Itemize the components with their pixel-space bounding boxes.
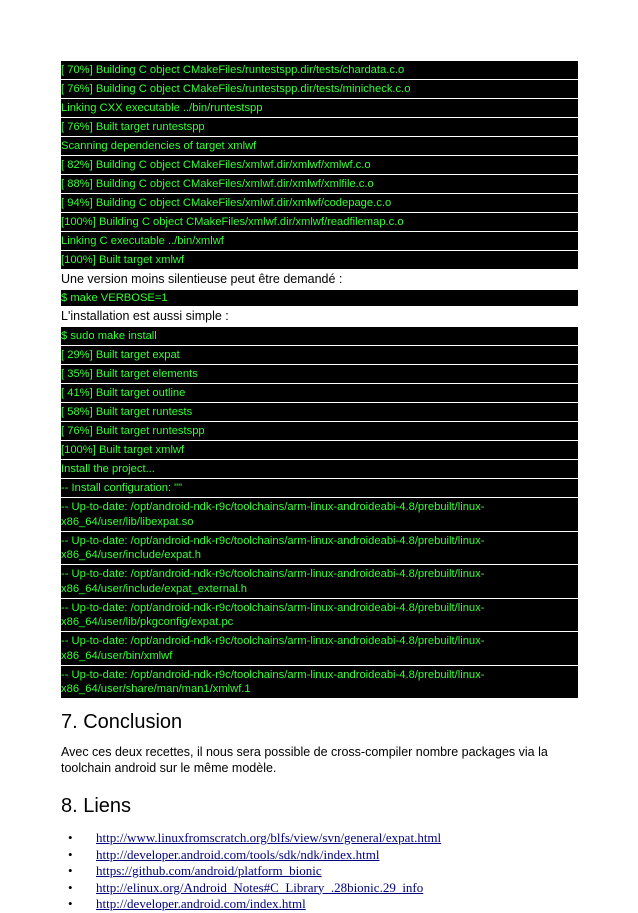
terminal-line: [100%] Built target xmlwf: [61, 440, 578, 459]
links-list: [61, 830, 578, 913]
list-item: [61, 847, 578, 864]
link-elinux[interactable]: http://elinux.org/Android_Notes#C_Library_.28bionic.29_info: [96, 879, 424, 895]
terminal-line: Linking C executable ../bin/xmlwf: [61, 231, 578, 250]
terminal-line: -- Up-to-date: /opt/android-ndk-r9c/toolchains/arm-linux-androideabi-4.8/prebuilt/linux- x86_64/user/include/expat_external.h: [61, 564, 578, 598]
terminal-line: -- Install configuration: "": [61, 478, 578, 497]
terminal-line: [ 82%] Building C object CMakeFiles/xmlwf.dir/xmlwf/xmlwf.c.o: [61, 155, 578, 174]
terminal-line: [ 76%] Built target runtestspp: [61, 117, 578, 136]
conclusion-text: Avec ces deux recettes, il nous sera possible de cross-compiler nombre packages via la toolchain android sur le même modèle.: [61, 745, 548, 775]
link-ndk[interactable]: http://developer.android.com/tools/sdk/ndk/index.html: [96, 846, 380, 862]
bullet-icon: •: [68, 830, 73, 845]
install-intro-text: L'installation est aussi simple :: [61, 309, 229, 323]
terminal-line: [ 76%] Built target runtestspp: [61, 421, 578, 440]
terminal-line: Linking CXX executable ../bin/runtestspp: [61, 98, 578, 117]
terminal-line: [ 41%] Built target outline: [61, 383, 578, 402]
liens-heading: 8. Liens: [61, 795, 132, 817]
bullet-icon: •: [68, 863, 73, 878]
terminal-line: [ 70%] Building C object CMakeFiles/runtestspp.dir/tests/chardata.c.o: [61, 64, 405, 76]
terminal-line: [ 94%] Building C object CMakeFiles/xmlwf.dir/xmlwf/codepage.c.o: [61, 193, 578, 212]
terminal-line: Install the project...: [61, 459, 578, 478]
terminal-line: [ 29%] Built target expat: [61, 345, 578, 364]
conclusion-heading: 7. Conclusion: [61, 711, 183, 733]
terminal-line: [100%] Built target xmlwf: [61, 250, 578, 269]
verbose-command: $ make VERBOSE=1: [61, 290, 578, 306]
terminal-line: Scanning dependencies of target xmlwf: [61, 136, 578, 155]
terminal-line: -- Up-to-date: /opt/android-ndk-r9c/toolchains/arm-linux-androideabi-4.8/prebuilt/linux-x86_64/user/bin/xmlwf: [61, 631, 578, 665]
terminal-line: [ 58%] Built target runtests: [61, 402, 578, 421]
terminal-line: [ 88%] Building C object CMakeFiles/xmlwf.dir/xmlwf/xmlfile.c.o: [61, 174, 578, 193]
terminal-line: [ 76%] Building C object CMakeFiles/runtestspp.dir/tests/minicheck.c.o: [61, 79, 578, 98]
terminal-line: $ sudo make install: [61, 330, 157, 342]
list-item: [61, 863, 578, 880]
terminal-line: -- Up-to-date: /opt/android-ndk-r9c/toolchains/arm-linux-androideabi-4.8/prebuilt/linux- x86_64/user/include/expat.h: [61, 531, 578, 565]
bullet-icon: •: [68, 879, 73, 895]
bullet-icon: •: [68, 846, 73, 862]
link-expat[interactable]: http://www.linuxfromscratch.org/blfs/view/svn/general/expat.html: [96, 830, 442, 845]
verbose-intro-text: Une version moins silentieuse peut être demandé :: [61, 272, 343, 286]
list-item: [61, 880, 578, 897]
list-item: [61, 830, 578, 847]
bullet-icon: •: [68, 896, 73, 911]
document-page: [61, 61, 578, 913]
link-android-dev[interactable]: http://developer.android.com/index.html: [96, 896, 306, 911]
terminal-line: -- Up-to-date: /opt/android-ndk-r9c/toolchains/arm-linux-androideabi-4.8/prebuilt/linux- x86_64/user/lib/libexpat.so: [61, 497, 578, 531]
terminal-line: [100%] Building C object CMakeFiles/xmlwf.dir/xmlwf/readfilemap.c.o: [61, 212, 578, 231]
terminal-line: [ 35%] Built target elements: [61, 364, 578, 383]
install-output-block: [61, 327, 578, 698]
link-bionic[interactable]: https://github.com/android/platform_bionic: [96, 863, 322, 878]
build-output-block: [61, 61, 578, 269]
terminal-line: -- Up-to-date: /opt/android-ndk-r9c/toolchains/arm-linux-androideabi-4.8/prebuilt/linux- x86_64/user/share/man/man1/xmlwf.1: [61, 665, 578, 699]
terminal-line: -- Up-to-date: /opt/android-ndk-r9c/toolchains/arm-linux-androideabi-4.8/prebuilt/linux- x86_64/user/lib/pkgconfig/expat.pc: [61, 598, 578, 632]
list-item: [61, 896, 578, 913]
